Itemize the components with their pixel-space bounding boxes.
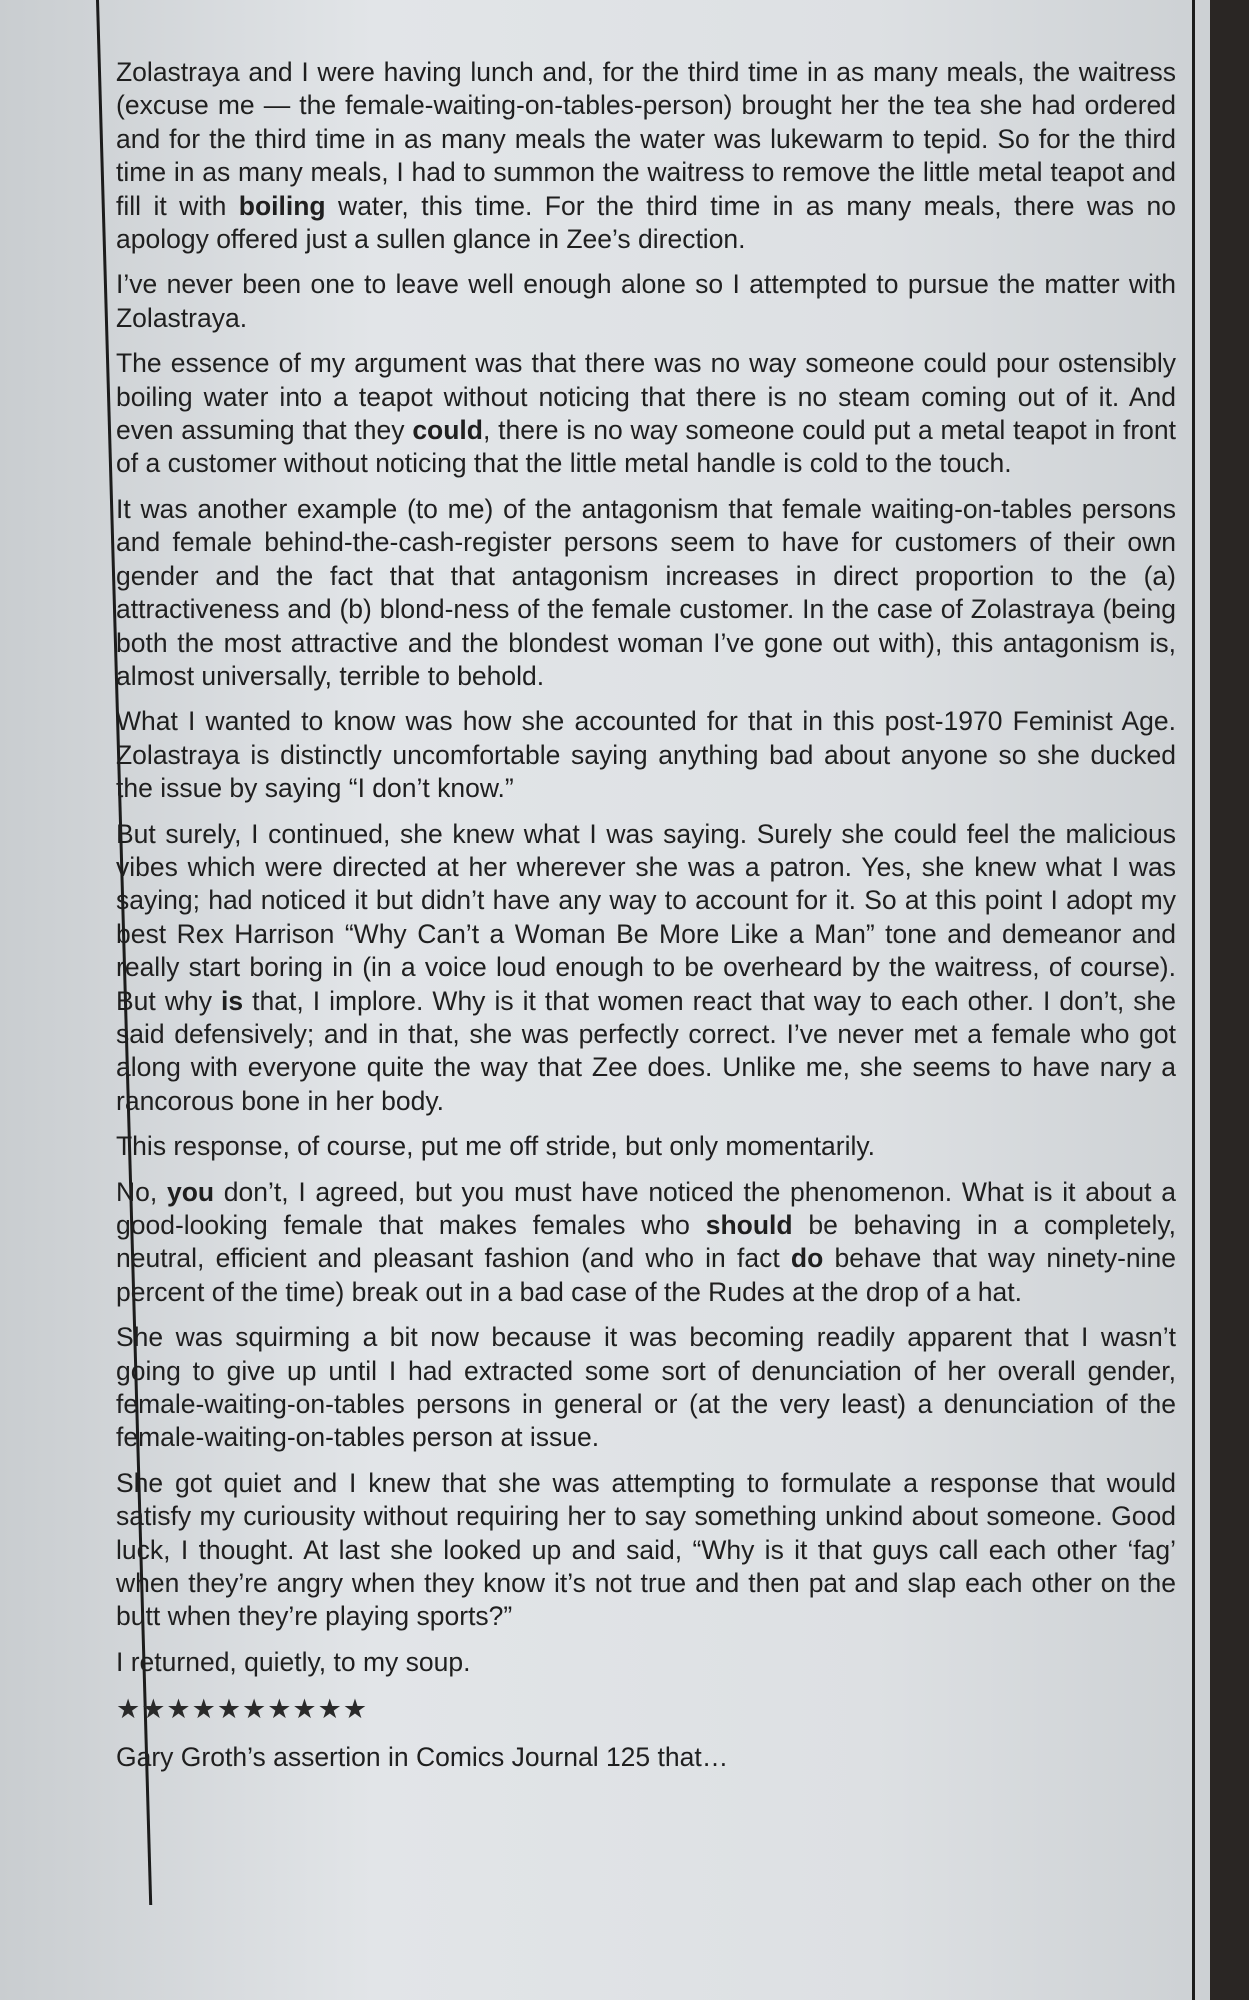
article-paragraph xyxy=(116,705,1176,805)
paragraph-text: No, xyxy=(116,1176,167,1207)
emphasized-word: could xyxy=(412,415,483,446)
article-paragraph xyxy=(116,1467,1176,1634)
article-paragraph xyxy=(116,268,1176,335)
emphasized-word: should xyxy=(705,1210,793,1240)
paragraph-text: This response, of course, put me off stride, but only momentarily. xyxy=(116,1131,876,1162)
article-paragraph xyxy=(116,1646,1176,1679)
paragraph-text: She got quiet and I knew that she was attempting to formulate a response that would satisfy my curiousity without requiring her to say something unkind about someone. Good luck, I thought. At last she looked up and said, “Why is it that guys call each other ‘fag’ when they’re angry when they know it’s not true and then pat and slap each other on the butt when they’re playing sports?” xyxy=(116,1467,1176,1632)
page-edge-shadow xyxy=(1210,0,1249,2000)
next-article-first-line: Gary Groth’s assertion in Comics Journal 125 that… xyxy=(116,1741,729,1772)
paragraph-text: It was another example (to me) of the antagonism that female waiting-on-tables persons and female behind-the-cash-register persons seem to have for customers of their own gender and the fact that that antagonism increases in direct proportion to the (a) attractiveness and (b) blond-ness of the female customer. In the case of Zolastraya (being both the most attractive and the blondest woman I’ve gone out with), this antagonism is, almost universally, terrible to behold. xyxy=(116,493,1176,691)
article-paragraph xyxy=(116,1176,1176,1310)
paragraph-text: don’t, I agreed, but you must have noticed the phenomenon. What is it about a good-looking female that makes females who xyxy=(116,1176,1176,1240)
right-column-rule xyxy=(1192,0,1195,2000)
article-paragraph xyxy=(116,347,1176,481)
article-paragraph xyxy=(116,818,1176,1119)
article-paragraph xyxy=(116,1321,1176,1455)
paragraph-text: , there is no way someone could put a metal teapot in front of a customer without noticing that the little metal handle is cold to the touch. xyxy=(116,415,1176,479)
paragraph-text: I’ve never been one to leave well enough alone so I attempted to pursue the matter with Zolastraya. xyxy=(116,269,1176,333)
paragraph-text: What I wanted to know was how she accounted for that in this post-1970 Feminist Age. Zolastraya is distinctly uncomfortable saying anything bad about anyone so she ducked the issue by saying “I don’t know.” xyxy=(116,706,1176,804)
paragraph-text: behave that way ninety-nine percent of the time) break out in a bad case of the Rudes at the drop of a hat. xyxy=(116,1243,1176,1307)
paragraph-text: The essence of my argument was that there was no way someone could pour ostensibly boiling water into a teapot without noticing that there is no steam coming out of it. And even assuming that they xyxy=(116,348,1176,446)
paragraph-text: be behaving in a completely, neutral, efficient and pleasant fashion (and who in fact xyxy=(116,1210,1177,1274)
paragraph-text: Zolastraya and I were having lunch and, for the third time in as many meals, the waitress (excuse me — the female-waiting-on-tables-person) brought her the tea she had ordered and for the third time in as many meals the water was lukewarm to tepid. So for the third time in as many meals, I had to summon the waitress to remove the little metal teapot and fill it with xyxy=(116,57,1176,221)
paragraph-text: But surely, I continued, she knew what I was saying. Surely she could feel the malicious vibes which were directed at her wherever she was a patron. Yes, she knew what I was saying; had noticed it but didn’t have any way to account for it. So at this point I adopt my best Rex Harrison “Why Can’t a Woman Be More Like a Man” tone and demeanor and really start boring in (in a voice loud enough to be overheard by the waitress, of course). But why xyxy=(116,818,1176,1016)
emphasized-word: you xyxy=(166,1176,215,1207)
paragraph-text: that, I implore. Why is it that women react that way to each other. I don’t, she said defensively; and in that, she was perfectly correct. I’ve never met a female who got along with everyone quite the way that Zee does. Unlike me, she seems to have nary a rancorous bone in her body. xyxy=(116,985,1176,1116)
paragraph-text: She was squirming a bit now because it was becoming readily apparent that I wasn’t going to give up until I had extracted some sort of denunciation of her overall gender, female-waiting-on-tables persons in general or (at the very least) a denunciation of the female-waiting-on-tables person at issue. xyxy=(116,1322,1176,1453)
article-paragraph xyxy=(116,56,1176,256)
emphasized-word: boiling xyxy=(238,190,326,221)
paragraph-text: water, this time. For the third time in as many meals, there was no apology offered just a sullen glance in Zee’s direction. xyxy=(116,190,1176,255)
article-paragraph xyxy=(116,493,1176,693)
article-body xyxy=(116,56,1176,1679)
emphasized-word: do xyxy=(790,1243,824,1274)
article-column xyxy=(116,56,1176,1774)
section-divider-stars: ★★★★★★★★★★ xyxy=(116,1694,369,1726)
article-paragraph xyxy=(116,1130,1176,1163)
paragraph-text: I returned, quietly, to my soup. xyxy=(116,1646,471,1677)
emphasized-word: is xyxy=(220,985,244,1016)
